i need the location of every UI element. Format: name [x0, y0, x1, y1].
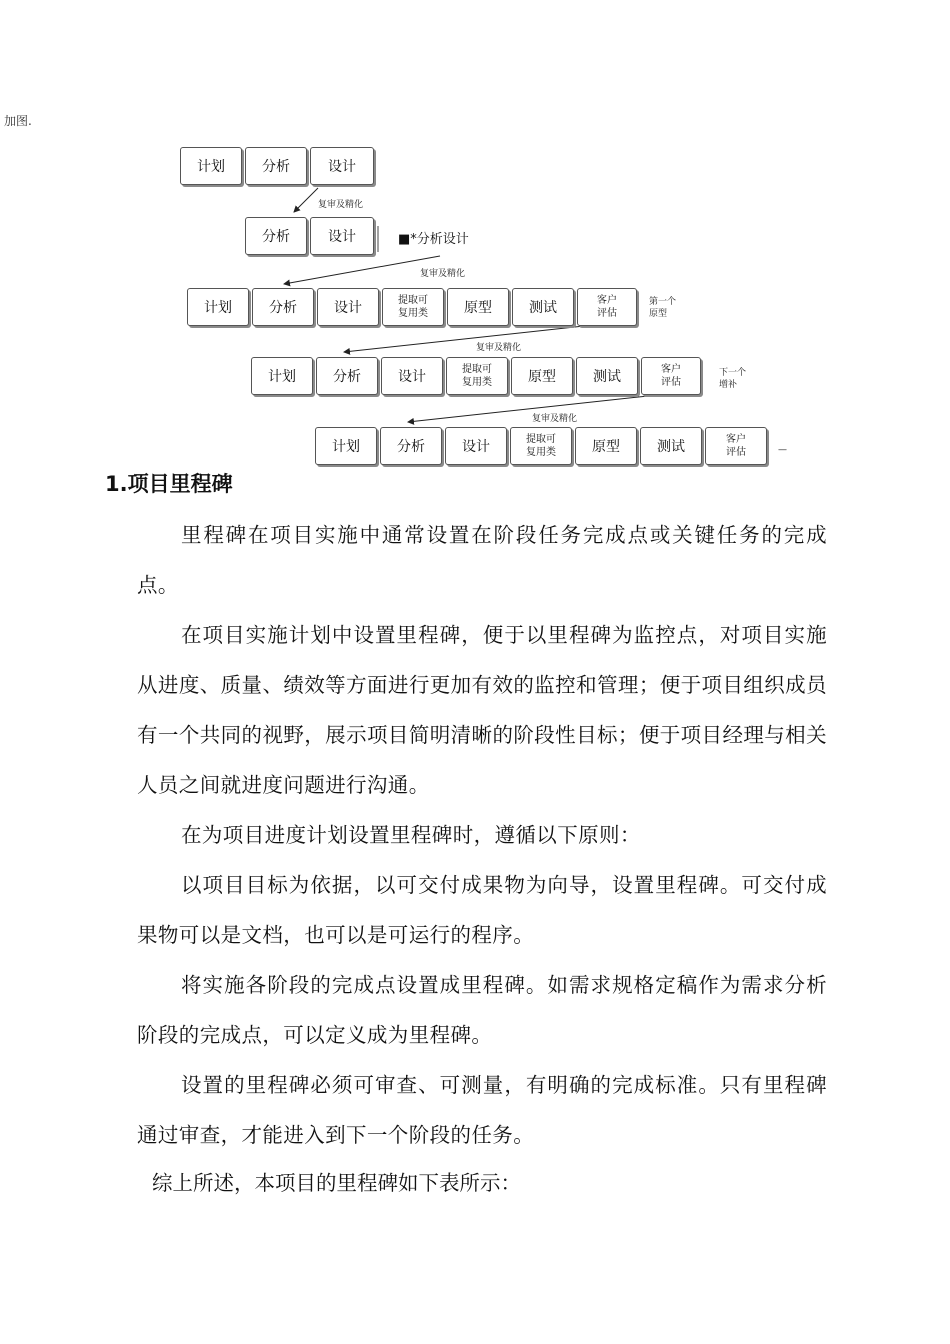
review-arrow-1: [294, 188, 318, 212]
paragraph: 设置的里程碑必须可审查、可测量，有明确的完成标准。只有里程碑通过审查，才能进入到下一个阶段的任务。: [137, 1073, 827, 1147]
diagram-box-plan: 计划: [251, 357, 313, 395]
review-label: 复审及精化: [420, 269, 466, 279]
review-label: 复审及精化: [318, 200, 364, 210]
section-heading: 1.项目里程碑: [105, 472, 233, 496]
legend-label: ■*分析设计: [398, 232, 469, 247]
side-label-first-prototype: 第一个 原型: [649, 297, 677, 319]
summary-line: 综上所述，本项目的里程碑如下表所示：: [152, 1171, 521, 1195]
diagram-box-plan: 计划: [187, 288, 249, 326]
diagram-box-test: 测试: [512, 288, 574, 326]
review-arrow-4: [408, 396, 648, 422]
diagram-box-customer-eval: 客户 评估: [577, 288, 637, 326]
diagram-arrows: [0, 0, 950, 470]
review-arrow-2: [284, 256, 440, 284]
review-label: 复审及精化: [532, 414, 578, 424]
diagram-box-design: 设计: [310, 217, 374, 255]
diagram-box-customer-eval: 客户 评估: [705, 427, 767, 465]
diagram-box-extract-reusable: 提取可 复用类: [446, 357, 508, 395]
diagram-box-design: 设计: [445, 427, 507, 465]
diagram-box-extract-reusable: 提取可 复用类: [382, 288, 444, 326]
diagram-box-analysis: 分析: [380, 427, 442, 465]
diagram-box-plan: 计划: [180, 147, 242, 185]
paragraph: 在为项目进度计划设置里程碑时，遵循以下原则：: [181, 823, 641, 847]
diagram-box-plan: 计划: [315, 427, 377, 465]
diagram-box-test: 测试: [576, 357, 638, 395]
paragraph: 以项目目标为依据，以可交付成果物为向导，设置里程碑。可交付成果物可以是文档，也可以是可运行的程序。: [137, 873, 827, 947]
diagram-box-analysis: 分析: [316, 357, 378, 395]
diagram-box-design: 设计: [381, 357, 443, 395]
paragraph: 将实施各阶段的完成点设置成里程碑。如需求规格定稿作为需求分析阶段的完成点，可以定义成为里程碑。: [137, 973, 827, 1047]
review-label: 复审及精化: [476, 343, 522, 353]
diagram-box-analysis: 分析: [252, 288, 314, 326]
side-label-next-increment: 下一个 增补: [719, 368, 747, 390]
side-label-mark: —: [778, 445, 787, 455]
diagram-box-test: 测试: [640, 427, 702, 465]
diagram-box-analysis: 分析: [245, 147, 307, 185]
diagram-box-design: 设计: [317, 288, 379, 326]
paragraph: 在项目实施计划中设置里程碑，便于以里程碑为监控点，对项目实施从进度、质量、绩效等方面进行更加有效的监控和管理；便于项目组织成员有一个共同的视野，展示项目简明清晰的阶段性目标；便于项目经理与相关人员之间就进度问题进行沟通。: [137, 623, 827, 797]
diagram-box-prototype: 原型: [575, 427, 637, 465]
diagram-box-customer-eval: 客户 评估: [641, 357, 701, 395]
paragraph: 里程碑在项目实施中通常设置在阶段任务完成点或关键任务的完成点。: [137, 523, 827, 597]
diagram-box-analysis: 分析: [245, 217, 307, 255]
diagram-box-design: 设计: [310, 147, 374, 185]
diagram-box-prototype: 原型: [511, 357, 573, 395]
iterative-process-diagram: [0, 0, 950, 470]
review-arrow-3: [344, 326, 584, 352]
top-note: 加图.: [4, 114, 32, 128]
diagram-box-extract-reusable: 提取可 复用类: [510, 427, 572, 465]
diagram-box-prototype: 原型: [447, 288, 509, 326]
